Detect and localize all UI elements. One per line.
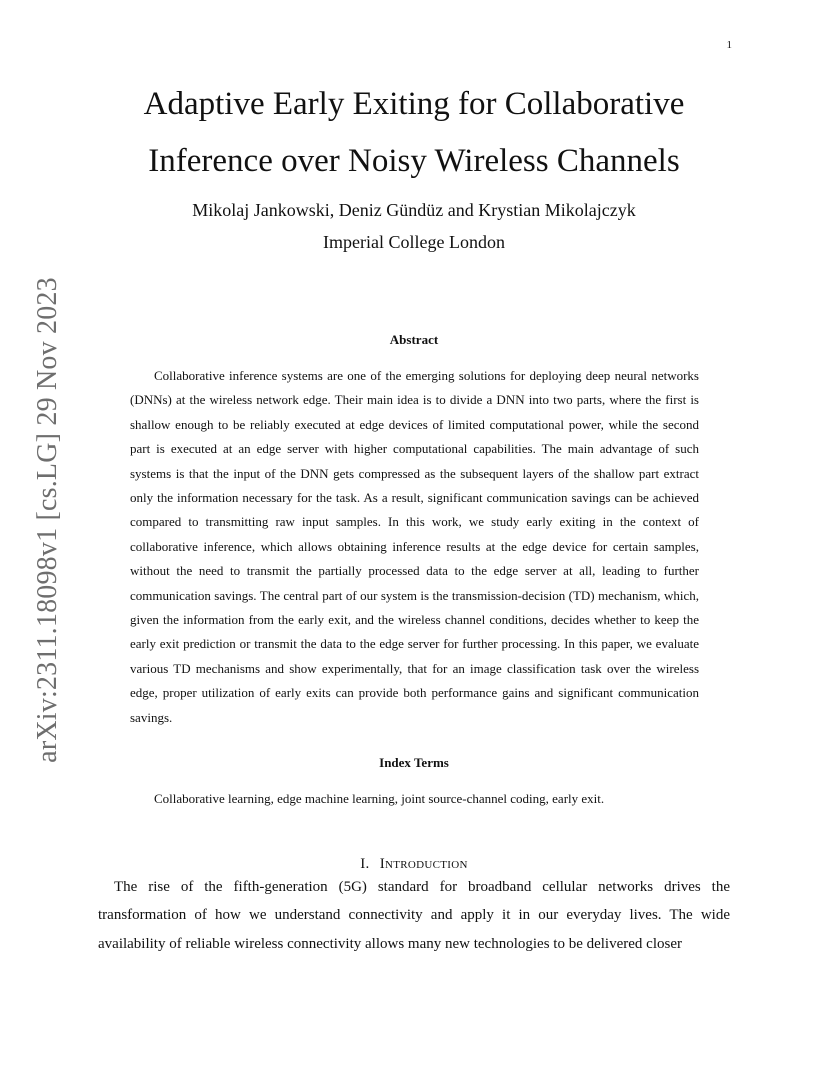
section-heading-introduction xyxy=(98,854,730,874)
paper-title-line-2: Inference over Noisy Wireless Channels xyxy=(148,143,680,179)
page-number: 1 xyxy=(726,39,732,51)
section-title: Introduction xyxy=(379,856,468,873)
index-terms-text: Collaborative learning, edge machine learning, joint source-channel coding, early exit. xyxy=(154,791,605,806)
affiliation: Imperial College London xyxy=(323,232,505,252)
index-terms-heading: Index Terms xyxy=(379,755,449,770)
title-block xyxy=(98,76,730,190)
arxiv-identifier-stamp: arXiv:2311.18098v1 [cs.LG] 29 Nov 2023 xyxy=(32,277,63,763)
abstract-text: Collaborative inference systems are one of the emerging solutions for deploying deep neural networks (DNNs) at the wireless network edge. Their main idea is to divide a DNN into two parts, where the first is shallow enough to be reliably executed at edge devices of limited computational power, while the second part is executed at an edge server with higher computational capabilities. The main advantage of such systems is that the input of the DNN gets compressed as the subsequent layers of the shallow part extract only the information necessary for the task. As a result, significant communication savings can be achieved compared to transmitting raw input samples. In this work, we study early exiting in the context of collaborative inference, which allows obtaining inference results at the edge device for certain samples, without the need to transmit the partially processed data to the edge server at all, leading to further communication savings. The central part of our system is the transmission-decision (TD) mechanism, which, given the information from the early exit, and the wireless channel conditions, decides whether to keep the early exit prediction or transmit the data to the edge server for further processing. In this paper, we evaluate various TD mechanisms and show experimentally, that for an image classification task over the wireless edge, proper utilization of early exits can provide both performance gains and significant communication savings. xyxy=(130,368,699,725)
author-list: Mikolaj Jankowski, Deniz Gündüz and Krystian Mikolajczyk xyxy=(192,200,636,220)
paper-title xyxy=(98,76,730,190)
introduction-paragraph: The rise of the fifth-generation (5G) standard for broadband cellular networks drives the transformation of how we understand connectivity and apply it in our everyday lives. The wide availability of reliable wireless connectivity allows many new technologies to be delivered closer xyxy=(98,879,730,952)
section-number: I. xyxy=(360,856,370,873)
paper-title-line-1: Adaptive Early Exiting for Collaborative xyxy=(143,86,685,122)
abstract-heading: Abstract xyxy=(389,332,439,347)
